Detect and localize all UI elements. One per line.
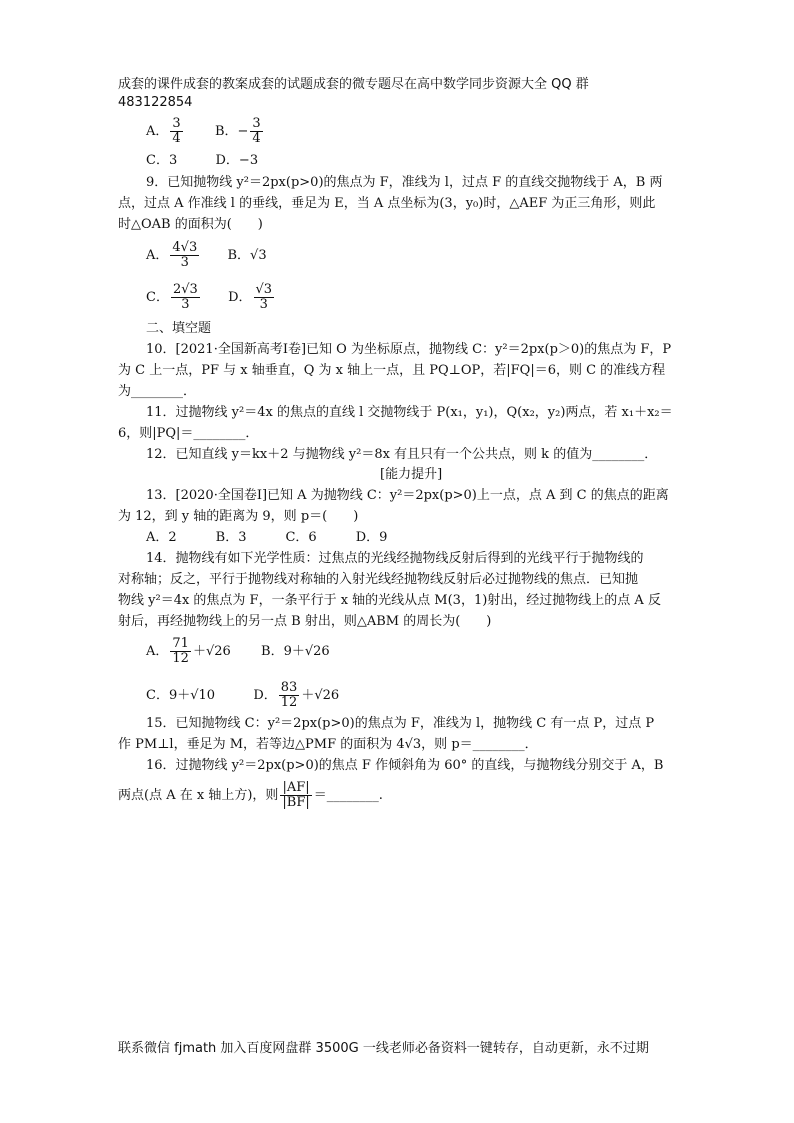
q11-line-1: 11．过抛物线 y²＝4x 的焦点的直线 l 交抛物线于 P(x₁，y₁)，Q(x₂，y₂)两点，若 x₁＋x₂＝ <box>146 405 673 420</box>
q8-option-a-num: 3 <box>172 116 181 131</box>
q16-ratio-num: |AF| <box>280 781 311 796</box>
q14-options-ab <box>146 634 330 670</box>
q9-line-3: 时△OAB 的面积为( ) <box>118 217 263 232</box>
q14-option-b: B．9＋√26 <box>261 644 330 659</box>
q14-options-cd <box>146 678 339 714</box>
q8-option-b-label: B．− <box>214 124 249 139</box>
header-line-1: 成套的课件成套的教案成套的试题成套的微专题尽在高中数学同步资源大全 QQ 群 <box>118 77 589 92</box>
q14-line-3: 物线 y²＝4x 的焦点为 F，一条平行于 x 轴的光线从点 M(3，1)射出，经过抛物线上的点 A 反 <box>118 593 661 608</box>
header-line-2: 483122854 <box>118 95 193 110</box>
section-ability: [能力提升] <box>380 467 443 482</box>
q8-option-b-num: 3 <box>252 116 261 131</box>
q9-line-2: 点，过点 A 作准线 l 的垂线，垂足为 E，当 A 点坐标为(3，y₀)时，△AEF 为正三角形，则此 <box>118 196 656 211</box>
q14-line-1: 14．抛物线有如下光学性质：过焦点的光线经抛物线反射后得到的光线平行于抛物线的 <box>146 551 644 566</box>
q9-option-a-fraction <box>170 241 199 270</box>
q9-option-d-label: D． <box>228 290 252 305</box>
q12-line-1: 12．已知直线 y＝kx＋2 与抛物线 y²＝8x 有且只有一个公共点，则 k 的值为________． <box>146 447 658 462</box>
q15-line-2: 作 PM⊥l，垂足为 M，若等边△PMF 的面积为 4√3，则 p＝________． <box>118 737 538 752</box>
q9-option-d-num: √3 <box>255 282 273 297</box>
q9-option-c-den: 3 <box>181 297 190 312</box>
q8-option-b-den: 4 <box>252 131 261 146</box>
q14-line-2: 对称轴；反之，平行于抛物线对称轴的入射光线经抛物线反射后必过抛物线的焦点．已知抛 <box>118 572 639 587</box>
q14-option-d-den: 12 <box>280 695 298 710</box>
q16-line-2-post: ＝________. <box>313 788 383 803</box>
section-fill-in: 二、填空题 <box>146 321 212 336</box>
footer-text: 联系微信 fjmath 加入百度网盘群 3500G 一线老师必备资料一键转存，自动更新，永不过期 <box>118 1041 649 1056</box>
q9-options-cd <box>146 280 276 316</box>
q8-option-b-fraction <box>250 117 262 146</box>
q13-line-2: 为 12，到 y 轴的距离为 9，则 p＝( ) <box>118 509 359 524</box>
q14-option-d-fraction <box>279 681 300 710</box>
q8-option-d: D．−3 <box>215 153 259 168</box>
q8-option-c: C．3 <box>146 153 178 168</box>
q9-line-1: 9．已知抛物线 y²＝2px(p>0)的焦点为 F，准线为 l，过点 F 的直线交抛物线于 A，B 两 <box>146 175 663 190</box>
q8-option-a-den: 4 <box>172 131 181 146</box>
q8-option-a-fraction <box>170 117 182 146</box>
q9-option-c-num: 2√3 <box>172 282 198 297</box>
q9-option-a-label: A． <box>146 248 169 263</box>
q9-option-d-fraction <box>254 283 275 312</box>
q14-option-a-tail: ＋√26 <box>192 644 231 659</box>
q16-line-2-pre: 两点(点 A 在 x 轴上方)，则 <box>118 788 279 803</box>
q9-option-c-label: C． <box>146 290 169 305</box>
q8-options-cd <box>146 152 258 170</box>
q16-line-1: 16．过抛物线 y²＝2px(p>0)的焦点 F 作倾斜角为 60° 的直线，与抛物线分别交于 A，B <box>146 758 664 773</box>
q9-option-a-num: 4√3 <box>172 240 198 255</box>
q9-option-a-den: 3 <box>180 255 189 270</box>
q14-option-d-num: 83 <box>280 680 298 695</box>
q11-line-2: 6，则|PQ|＝________． <box>118 426 259 441</box>
q8-option-a-label: A． <box>146 124 169 139</box>
q9-options-ab <box>146 238 267 274</box>
q14-option-a-den: 12 <box>172 651 189 666</box>
q14-option-a-fraction <box>170 637 191 666</box>
q14-option-a-label: A． <box>146 644 169 659</box>
q9-option-d-den: 3 <box>259 297 268 312</box>
q9-option-b: B．√3 <box>227 248 267 263</box>
q16-ratio-den: |BF| <box>282 795 310 810</box>
q14-option-d-tail: ＋√26 <box>301 688 340 703</box>
q10-line-1: 10．[2021·全国新高考Ⅰ卷]已知 O 为坐标原点，抛物线 C：y²＝2px(p＞0)的焦点为 F，P <box>146 342 672 357</box>
q14-option-c: C．9＋√10 <box>146 688 216 703</box>
q16-ratio-fraction <box>280 781 311 810</box>
q8-options-ab <box>146 114 265 150</box>
q10-line-3: 为________． <box>118 384 197 399</box>
q10-line-2: 为 C 上一点，PF 与 x 轴垂直，Q 为 x 轴上一点，且 PQ⊥OP，若|FQ|＝6，则 C 的准线方程 <box>118 363 666 378</box>
q9-option-c-fraction <box>171 283 200 312</box>
q13-options: A．2 B．3 C．6 D．9 <box>146 530 388 545</box>
q15-line-1: 15．已知抛物线 C：y²＝2px(p>0)的焦点为 F，准线为 l，抛物线 C 有一点 P，过点 P <box>146 716 655 731</box>
q13-line-1: 13．[2020·全国卷Ⅰ]已知 A 为抛物线 C：y²＝2px(p>0)上一点，点 A 到 C 的焦点的距离 <box>146 488 669 503</box>
q14-option-d-label: D． <box>253 688 277 703</box>
q14-line-4: 射后，再经抛物线上的另一点 B 射出，则△ABM 的周长为( ) <box>118 614 492 629</box>
q16-line-2 <box>118 778 383 814</box>
q14-option-a-num: 71 <box>172 636 189 651</box>
